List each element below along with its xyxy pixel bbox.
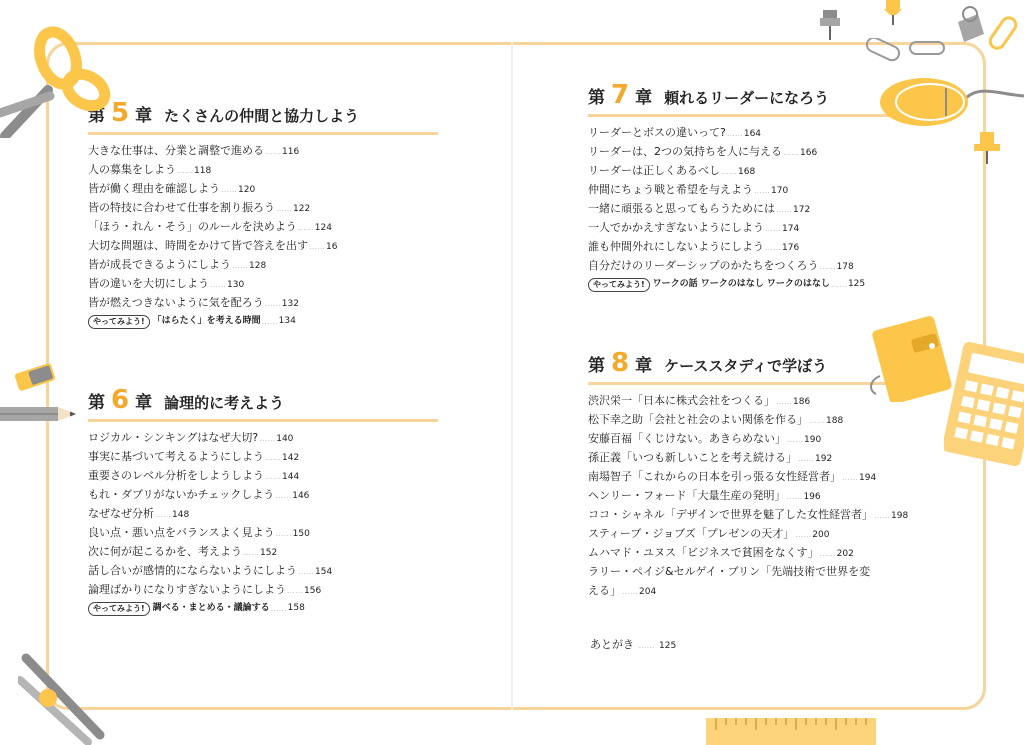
toc-entry bbox=[588, 505, 908, 524]
page-number: 156 bbox=[304, 586, 322, 596]
toc-entry bbox=[88, 236, 438, 255]
page-number: 148 bbox=[172, 510, 190, 520]
toc-entry-title: 皆の特技に合わせて仕事を割り振ろう bbox=[88, 201, 275, 214]
leader-dots: …… bbox=[787, 435, 803, 444]
toc-entry-title: ココ・シャネル「デザインで世界を魅了した女性経営者」 bbox=[588, 508, 874, 521]
toc-entry bbox=[88, 504, 438, 523]
leader-dots: …… bbox=[783, 148, 799, 157]
page-number: 172 bbox=[793, 205, 811, 215]
page-number: 128 bbox=[249, 261, 267, 271]
leader-dots: …… bbox=[754, 186, 770, 195]
toc-entry-title: 大切な問題は、時間をかけて皆で答えを出す bbox=[88, 239, 308, 252]
pencil-icon bbox=[0, 403, 80, 425]
chapter-5 bbox=[88, 100, 438, 331]
toc-entry bbox=[588, 391, 908, 410]
page-number: 204 bbox=[639, 587, 657, 597]
toc-entry bbox=[588, 180, 908, 199]
leader-dots: …… bbox=[264, 299, 281, 308]
toc-entry-title: ムハマド・ユヌス「ビジネスで貧困をなくす」 bbox=[588, 546, 819, 559]
chapter-title: ケーススタディで学ぼう bbox=[664, 357, 828, 375]
toc-entry-title: 人の募集をしよう bbox=[88, 163, 176, 176]
leader-dots: …… bbox=[275, 529, 292, 538]
page-number: 168 bbox=[738, 167, 756, 177]
leader-dots: …… bbox=[261, 317, 278, 326]
page-number: 130 bbox=[227, 280, 245, 290]
toc-entry bbox=[88, 293, 438, 312]
chapter-heading bbox=[88, 100, 438, 130]
toc-entry-title: 事実に基づいて考えるようにしよう bbox=[88, 450, 264, 463]
chapter-entries bbox=[88, 141, 438, 312]
chapter-title: 論理的に考えよう bbox=[164, 394, 285, 412]
chapter-number: 7 bbox=[611, 80, 630, 110]
notebook-icon bbox=[866, 316, 954, 402]
toc-entry-title: 皆が成長できるようにしよう bbox=[88, 258, 231, 271]
toc-entry bbox=[588, 123, 908, 142]
page-number: 198 bbox=[891, 511, 909, 521]
page-number: 142 bbox=[282, 453, 300, 463]
toc-entry bbox=[88, 141, 438, 160]
page-number: 188 bbox=[826, 416, 844, 426]
page-number: 125 bbox=[847, 279, 866, 289]
toc-entry-title: ラリー・ペイジ&セルゲイ・ブリン「先端技術で世界を変 bbox=[588, 565, 871, 578]
leader-dots: …… bbox=[210, 280, 226, 289]
page-number: 158 bbox=[287, 603, 305, 613]
page-number: 122 bbox=[293, 204, 311, 214]
leader-dots: …… bbox=[155, 510, 171, 519]
leader-dots: …… bbox=[638, 641, 655, 650]
try-it-badge: やってみよう! bbox=[88, 602, 150, 616]
toc-entry bbox=[88, 179, 438, 198]
toc-entry-title: なぜなぜ分析 bbox=[88, 507, 154, 520]
leader-dots: …… bbox=[287, 586, 303, 595]
leader-dots: …… bbox=[819, 549, 836, 558]
leader-dots: …… bbox=[721, 167, 737, 176]
chapter-rule bbox=[88, 132, 438, 135]
chapter-number: 5 bbox=[111, 98, 130, 128]
leader-dots: …… bbox=[177, 166, 193, 175]
toc-entry bbox=[588, 467, 908, 486]
pushpin-icon bbox=[972, 132, 1002, 166]
toc-entry-title: 皆が働く理由を確認しよう bbox=[88, 182, 220, 195]
toc-entry bbox=[588, 161, 908, 180]
pushpin-icon bbox=[882, 0, 904, 26]
page-number: 124 bbox=[314, 223, 332, 233]
toc-entry bbox=[588, 543, 908, 562]
chapter-prefix: 第 bbox=[588, 356, 605, 376]
page-number: 144 bbox=[282, 472, 300, 482]
chapter-prefix: 第 bbox=[88, 393, 105, 413]
toc-entry bbox=[88, 198, 438, 217]
paperclip-icon bbox=[988, 14, 1024, 54]
toc-entry-title: 重要さのレベル分析をしようしよう bbox=[88, 469, 264, 482]
scissors-icon bbox=[0, 18, 115, 138]
toc-entry bbox=[88, 523, 438, 542]
binder-clip-icon bbox=[948, 4, 988, 48]
page-number: 140 bbox=[276, 434, 294, 444]
toc-entry-title: 論理ばかりになりすぎないようにしよう bbox=[88, 583, 286, 596]
page-number: 202 bbox=[836, 549, 854, 559]
toc-entry bbox=[588, 486, 908, 505]
toc-entry-title: 皆が燃えつきないように気を配ろう bbox=[88, 296, 264, 309]
leader-dots: …… bbox=[874, 511, 891, 520]
toc-entry-title: 孫正義「いつも新しいことを考え続ける」 bbox=[588, 451, 797, 464]
toc-entry bbox=[88, 542, 438, 561]
page-number: 16 bbox=[326, 242, 338, 252]
toc-entry-title: 仲間にちょう戦と希望を与えよう bbox=[588, 183, 753, 196]
leader-dots: …… bbox=[795, 530, 812, 539]
page-number: 132 bbox=[281, 299, 299, 309]
toc-entry-title: える」 bbox=[588, 584, 621, 597]
toc-entry-title: スティーブ・ジョブズ「プレゼンの天才」 bbox=[588, 527, 795, 540]
leader-dots: …… bbox=[309, 242, 325, 251]
page-number: 152 bbox=[260, 548, 278, 558]
page-number: 190 bbox=[804, 435, 822, 445]
toc-entry bbox=[88, 255, 438, 274]
try-it-text: 調べる・まとめる・議論する bbox=[152, 603, 270, 613]
page-number: 164 bbox=[743, 129, 762, 139]
page-number: 134 bbox=[278, 316, 296, 326]
page-number: 154 bbox=[315, 567, 333, 577]
leader-dots: …… bbox=[809, 416, 825, 425]
page-number: 146 bbox=[292, 491, 310, 501]
chapter-title: 頼れるリーダーになろう bbox=[664, 89, 830, 107]
toc-entry bbox=[88, 485, 438, 504]
afterword-label: あとがき bbox=[590, 638, 634, 651]
toc-entry-title: 一緒に頑張ると思ってもらうためには bbox=[588, 202, 775, 215]
page-number: 186 bbox=[793, 397, 811, 407]
leader-dots: …… bbox=[265, 472, 281, 481]
leader-dots: …… bbox=[265, 147, 281, 156]
chapter-number: 6 bbox=[111, 385, 130, 415]
chapter-heading bbox=[88, 387, 438, 417]
toc-entry-title: 南場智子「これからの日本を引っ張る女性経営者」 bbox=[588, 470, 841, 483]
chapter-6 bbox=[88, 387, 438, 618]
page-number: 194 bbox=[859, 473, 877, 483]
chapter-prefix: 第 bbox=[588, 88, 605, 108]
ruler-icon bbox=[706, 716, 876, 745]
afterword-entry bbox=[590, 636, 676, 652]
chapter-7 bbox=[588, 82, 908, 294]
toc-entry-title: 「ほう・れん・そう」のルールを決めよう bbox=[88, 220, 297, 233]
toc-entry bbox=[88, 160, 438, 179]
leader-dots: …… bbox=[765, 243, 781, 252]
chapter-heading bbox=[588, 82, 908, 112]
toc-entry-title: 渋沢栄一「日本に株式会社をつくる」 bbox=[588, 394, 775, 407]
toc-entry-title: ロジカル・シンキングはなぜ大切? bbox=[88, 431, 259, 444]
toc-entry-title: 安藤百福「くじけない。あきらめない」 bbox=[588, 432, 786, 445]
chapter-entries bbox=[88, 428, 438, 599]
try-it-text: 「はらたく」を考える時間 bbox=[152, 316, 261, 326]
toc-entry bbox=[588, 581, 908, 600]
leader-dots: …… bbox=[819, 262, 836, 271]
page-gutter bbox=[511, 42, 513, 710]
page-number: 166 bbox=[800, 148, 818, 158]
toc-entry bbox=[88, 561, 438, 580]
page-number: 178 bbox=[836, 262, 854, 272]
leader-dots: …… bbox=[221, 185, 237, 194]
toc-entry-title: もれ・ダブリがないかチェックしよう bbox=[88, 488, 275, 501]
toc-entry-title: 次に何が起こるかを、考えよう bbox=[88, 545, 242, 558]
leader-dots: …… bbox=[259, 434, 276, 443]
try-it-badge: やってみよう! bbox=[88, 315, 150, 329]
page-number: 125 bbox=[659, 641, 677, 651]
chapter-suffix: 章 bbox=[135, 393, 153, 413]
toc-entry-title: 誰も仲間外れにしないようにしよう bbox=[588, 240, 764, 253]
chapter-rule bbox=[88, 419, 438, 422]
toc-entry bbox=[588, 429, 908, 448]
page-number: 118 bbox=[194, 166, 212, 176]
toc-entry-title: 大きな仕事は、分業と調整で進める bbox=[88, 144, 264, 157]
chapter-entries bbox=[588, 123, 908, 275]
pushpin-icon bbox=[818, 8, 842, 42]
toc-entry bbox=[88, 580, 438, 599]
toc-entry bbox=[588, 199, 908, 218]
chapter-rule bbox=[588, 114, 908, 117]
eraser-icon bbox=[14, 362, 58, 392]
chapter-suffix: 章 bbox=[635, 88, 653, 108]
chapter-8 bbox=[588, 350, 908, 600]
toc-entry-title: ヘンリー・フォード「大量生産の発明」 bbox=[588, 489, 786, 502]
page-number: 120 bbox=[238, 185, 256, 195]
page-number: 192 bbox=[815, 454, 833, 464]
leader-dots: …… bbox=[297, 223, 314, 232]
page-number: 174 bbox=[782, 224, 800, 234]
toc-entry-title: 松下幸之助「会社と社会のよい関係を作る」 bbox=[588, 413, 808, 426]
chapter-prefix: 第 bbox=[88, 106, 105, 126]
toc-entry bbox=[588, 410, 908, 429]
leader-dots: …… bbox=[798, 454, 814, 463]
leader-dots: …… bbox=[726, 129, 743, 138]
mouse-icon bbox=[878, 74, 1024, 132]
chapter-suffix: 章 bbox=[635, 356, 653, 376]
page-number: 170 bbox=[771, 186, 789, 196]
try-it-text: ワークの話 ワークのはなし ワークのはなし bbox=[652, 279, 830, 289]
leader-dots: …… bbox=[243, 548, 259, 557]
try-it-badge: やってみよう! bbox=[588, 278, 650, 292]
leader-dots: …… bbox=[830, 280, 847, 289]
clip-icon bbox=[18, 650, 108, 745]
toc-entry bbox=[588, 562, 908, 581]
toc-entry bbox=[88, 217, 438, 236]
toc-entry bbox=[588, 448, 908, 467]
toc-entry-title: 自分だけのリーダーシップのかたちをつくろう bbox=[588, 259, 819, 272]
toc-entry bbox=[588, 142, 908, 161]
toc-entry-title: リーダーとボスの違いって? bbox=[588, 126, 726, 139]
toc-entry bbox=[588, 237, 908, 256]
paperclip-icon bbox=[908, 38, 948, 60]
page-number: 196 bbox=[803, 492, 821, 502]
leader-dots: …… bbox=[776, 397, 792, 406]
leader-dots: …… bbox=[265, 453, 281, 462]
toc-entry bbox=[588, 524, 908, 543]
chapter-number: 8 bbox=[611, 348, 630, 378]
try-it-line bbox=[88, 312, 438, 331]
leader-dots: …… bbox=[275, 491, 292, 500]
chapter-title: たくさんの仲間と協力しよう bbox=[164, 107, 360, 125]
toc-entry bbox=[88, 447, 438, 466]
try-it-line bbox=[588, 275, 908, 294]
page-number: 200 bbox=[812, 530, 830, 540]
try-it-line bbox=[88, 599, 438, 618]
toc-entry-title: リーダーは正しくあるべし bbox=[588, 164, 720, 177]
leader-dots: …… bbox=[842, 473, 858, 482]
leader-dots: …… bbox=[622, 587, 638, 596]
page-number: 176 bbox=[782, 243, 800, 253]
leader-dots: …… bbox=[270, 604, 287, 613]
toc-entry bbox=[88, 466, 438, 485]
toc-entry bbox=[88, 428, 438, 447]
page-number: 150 bbox=[292, 529, 310, 539]
leader-dots: …… bbox=[776, 205, 792, 214]
paperclip-icon bbox=[864, 38, 904, 64]
leader-dots: …… bbox=[765, 224, 781, 233]
toc-entry bbox=[588, 218, 908, 237]
chapter-rule bbox=[588, 382, 908, 385]
toc-entry-title: 良い点・悪い点をバランスよく見よう bbox=[88, 526, 275, 539]
toc-entry bbox=[588, 256, 908, 275]
chapter-heading bbox=[588, 350, 908, 380]
chapter-suffix: 章 bbox=[135, 106, 153, 126]
toc-entry bbox=[88, 274, 438, 293]
toc-entry-title: リーダーは、2つの気持ちを人に与える bbox=[588, 145, 782, 158]
toc-entry-title: 皆の違いを大切にしよう bbox=[88, 277, 209, 290]
page-number: 116 bbox=[282, 147, 300, 157]
leader-dots: …… bbox=[232, 261, 248, 270]
chapter-entries bbox=[588, 391, 908, 600]
leader-dots: …… bbox=[298, 567, 314, 576]
calculator-icon bbox=[944, 342, 1024, 466]
toc-entry-title: 話し合いが感情的にならないようにしよう bbox=[88, 564, 297, 577]
toc-entry-title: 一人でかかえすぎないようにしよう bbox=[588, 221, 764, 234]
leader-dots: …… bbox=[786, 492, 803, 501]
leader-dots: …… bbox=[276, 204, 292, 213]
